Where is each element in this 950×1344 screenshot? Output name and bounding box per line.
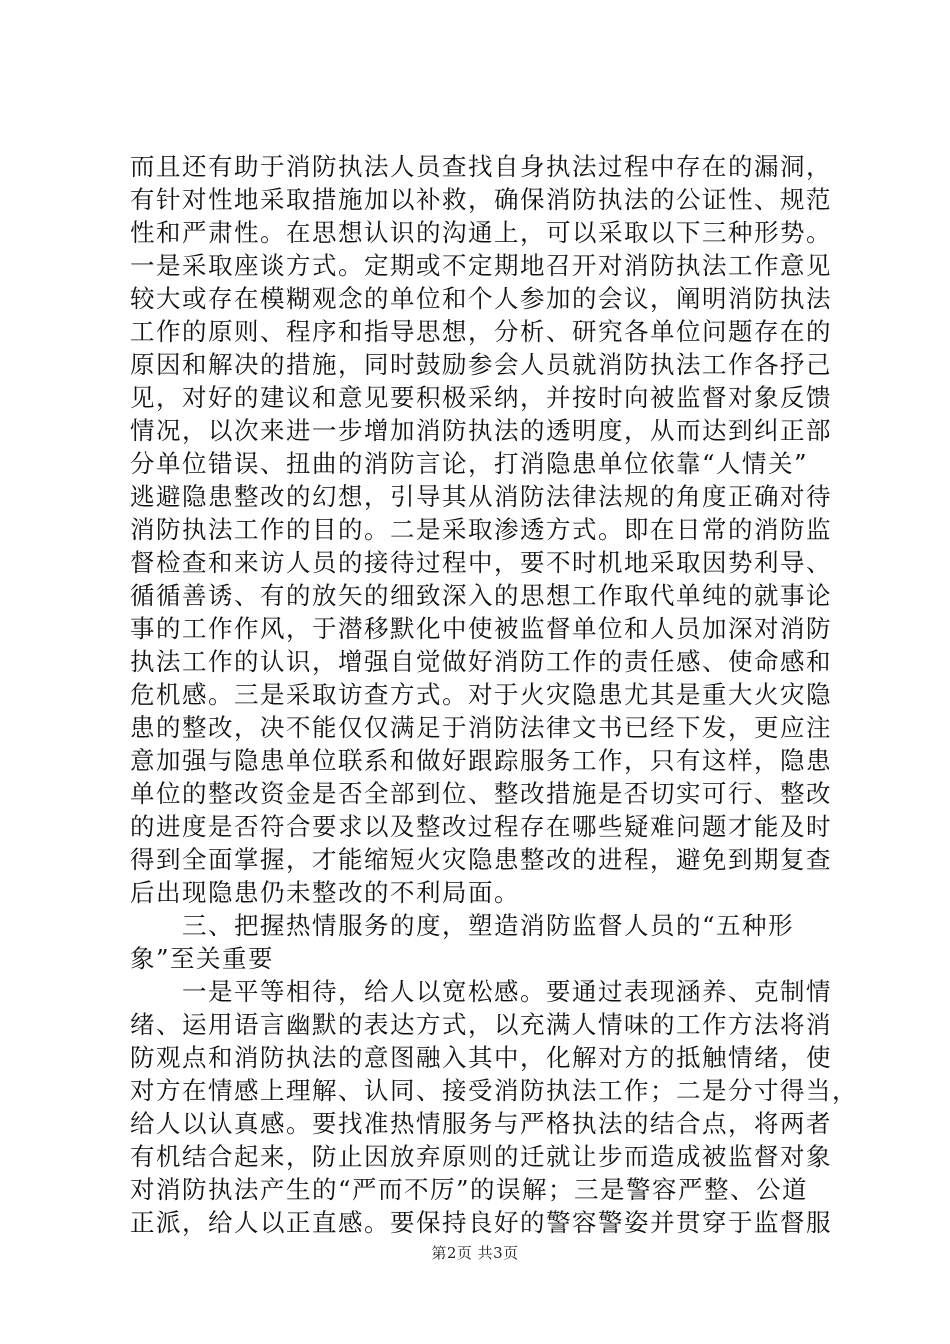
text-line: 逃避隐患整改的幻想，引导其从消防法律法规的角度正确对待 bbox=[130, 482, 832, 511]
document-body bbox=[130, 150, 858, 1239]
text-line: 给人以认真感。要找准热情服务与严格执法的结合点，将两者 bbox=[130, 1109, 832, 1138]
text-line: 单位的整改资金是否全部到位、整改措施是否切实可行、整改 bbox=[130, 779, 832, 808]
text-line: 循循善诱、有的放矢的细致深入的思想工作取代单纯的就事论 bbox=[130, 581, 832, 610]
text-line: 而且还有助于消防执法人员查找自身执法过程中存在的漏洞， bbox=[130, 152, 832, 181]
text-line: 消防执法工作的目的。二是采取渗透方式。即在日常的消防监 bbox=[130, 515, 832, 544]
text-line: 的进度是否符合要求以及整改过程存在哪些疑难问题才能及时 bbox=[130, 812, 832, 841]
text-line: 督检查和来访人员的接待过程中，要不时机地采取因势利导、 bbox=[130, 548, 832, 577]
text-line: 性和严肃性。在思想认识的沟通上，可以采取以下三种形势。 bbox=[130, 218, 832, 247]
text-line: 后出现隐患仍未整改的不利局面。 bbox=[130, 878, 520, 907]
text-line: 患的整改，决不能仅仅满足于消防法律文书已经下发，更应注 bbox=[130, 713, 832, 742]
text-line: 得到全面掌握，才能缩短火灾隐患整改的进程，避免到期复查 bbox=[130, 845, 832, 874]
text-line: 工作的原则、程序和指导思想，分析、研究各单位问题存在的 bbox=[130, 317, 832, 346]
text-line: 事的工作作风，于潜移默化中使被监督单位和人员加深对消防 bbox=[130, 614, 832, 643]
text-line: 正派，给人以正直感。要保持良好的警容警姿并贯穿于监督服 bbox=[130, 1208, 832, 1237]
section-heading-continuation: 象”至关重要 bbox=[130, 944, 275, 973]
text-line: 分单位错误、扭曲的消防言论，打消隐患单位依靠“人情关” bbox=[130, 449, 809, 478]
text-line: 较大或存在模糊观念的单位和个人参加的会议，阐明消防执法 bbox=[130, 284, 832, 313]
text-line: 绪、运用语言幽默的表达方式，以充满人情味的工作方法将消 bbox=[130, 1010, 832, 1039]
text-line: 一是采取座谈方式。定期或不定期地召开对消防执法工作意见 bbox=[130, 251, 832, 280]
text-line: 情况，以次来进一步增加消防执法的透明度，从而达到纠正部 bbox=[130, 416, 832, 445]
text-line: 执法工作的认识，增强自觉做好消防工作的责任感、使命感和 bbox=[130, 647, 832, 676]
paragraph-first-line: 一是平等相待，给人以宽松感。要通过表现涵养、克制情 bbox=[182, 977, 832, 1006]
text-line: 意加强与隐患单位联系和做好跟踪服务工作，只有这样，隐患 bbox=[130, 746, 832, 775]
text-line: 见，对好的建议和意见要积极采纳，并按时向被监督对象反馈 bbox=[130, 383, 832, 412]
text-line: 防观点和消防执法的意图融入其中，化解对方的抵触情绪，使 bbox=[130, 1043, 832, 1072]
page-number-footer: 第2页 共3页 bbox=[431, 1244, 519, 1262]
text-line: 有针对性地采取措施加以补救，确保消防执法的公证性、规范 bbox=[130, 185, 832, 214]
section-heading: 三、把握热情服务的度，塑造消防监督人员的“五种形 bbox=[182, 911, 795, 940]
text-line: 对消防执法产生的“严而不厉”的误解；三是警容严整、公道 bbox=[130, 1175, 809, 1204]
text-line: 原因和解决的措施，同时鼓励参会人员就消防执法工作各抒己 bbox=[130, 350, 832, 379]
text-line: 危机感。三是采取访查方式。对于火灾隐患尤其是重大火灾隐 bbox=[130, 680, 832, 709]
text-line: 有机结合起来，防止因放弃原则的迁就让步而造成被监督对象 bbox=[130, 1142, 832, 1171]
text-line: 对方在情感上理解、认同、接受消防执法工作；二是分寸得当， bbox=[130, 1076, 858, 1105]
